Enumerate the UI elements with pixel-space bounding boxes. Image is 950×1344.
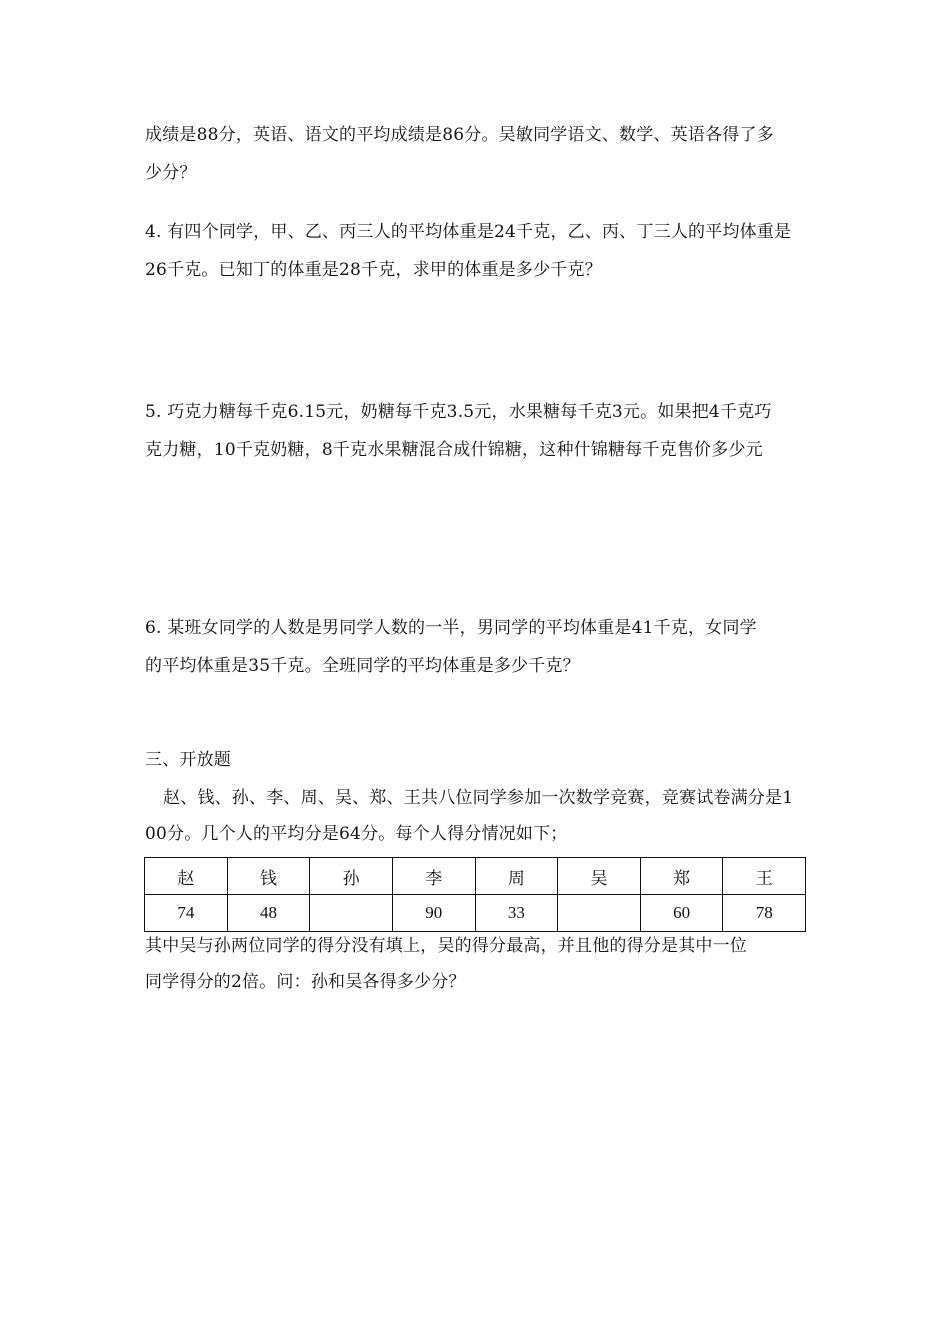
score-cell: 90 (392, 895, 475, 932)
score-cell: 60 (640, 895, 723, 932)
name-cell: 周 (475, 858, 558, 895)
name-cell: 郑 (640, 858, 723, 895)
problem-6-text-line-1: 6. 某班女同学的人数是男同学人数的一半，男同学的平均体重是41千克，女同学 (145, 618, 757, 638)
score-cell: 78 (723, 895, 806, 932)
section-3-intro-line-2: 00分。几个人的平均分是64分。每个人得分情况如下； (145, 824, 568, 844)
score-cell: 33 (475, 895, 558, 932)
name-cell: 孙 (310, 858, 393, 895)
name-cell: 王 (723, 858, 806, 895)
section-3-intro-line-1: 赵、钱、孙、李、周、吴、郑、王共八位同学参加一次数学竞赛，竞赛试卷满分是1 (163, 788, 794, 808)
problem-5-text-line-1: 5. 巧克力糖每千克6.15元，奶糖每千克3.5元，水果糖每千克3元。如果把4千克巧 (145, 402, 772, 422)
score-cell-blank (558, 895, 641, 932)
problem-4-text-line-2: 26千克。已知丁的体重是28千克，求甲的体重是多少千克？ (145, 260, 602, 280)
score-table-name-row (145, 858, 806, 895)
section-3-question-line-1: 其中吴与孙两位同学的得分没有填上，吴的得分最高，并且他的得分是其中一位 (145, 936, 747, 956)
name-cell: 钱 (227, 858, 310, 895)
score-cell: 74 (145, 895, 228, 932)
problem-3-text-line-1: 成绩是88分，英语、语文的平均成绩是86分。吴敏同学语文、数学、英语各得了多 (145, 125, 774, 145)
name-cell: 吴 (558, 858, 641, 895)
score-table (144, 857, 806, 932)
section-3-question-line-2: 同学得分的2倍。问：孙和吴各得多少分？ (145, 972, 466, 992)
problem-4-text-line-1: 4. 有四个同学，甲、乙、丙三人的平均体重是24千克，乙、丙、丁三人的平均体重是 (145, 222, 792, 242)
problem-5-text-line-2: 克力糖，10千克奶糖，8千克水果糖混合成什锦糖，这种什锦糖每千克售价多少元 (145, 440, 763, 460)
problem-6-text-line-2: 的平均体重是35千克。全班同学的平均体重是多少千克？ (145, 656, 580, 676)
score-table-score-row (145, 895, 806, 932)
problem-3-text-line-2: 少分？ (145, 163, 197, 183)
name-cell: 赵 (145, 858, 228, 895)
section-3-heading: 三、开放题 (145, 750, 231, 770)
name-cell: 李 (392, 858, 475, 895)
score-cell: 48 (227, 895, 310, 932)
score-cell-blank (310, 895, 393, 932)
